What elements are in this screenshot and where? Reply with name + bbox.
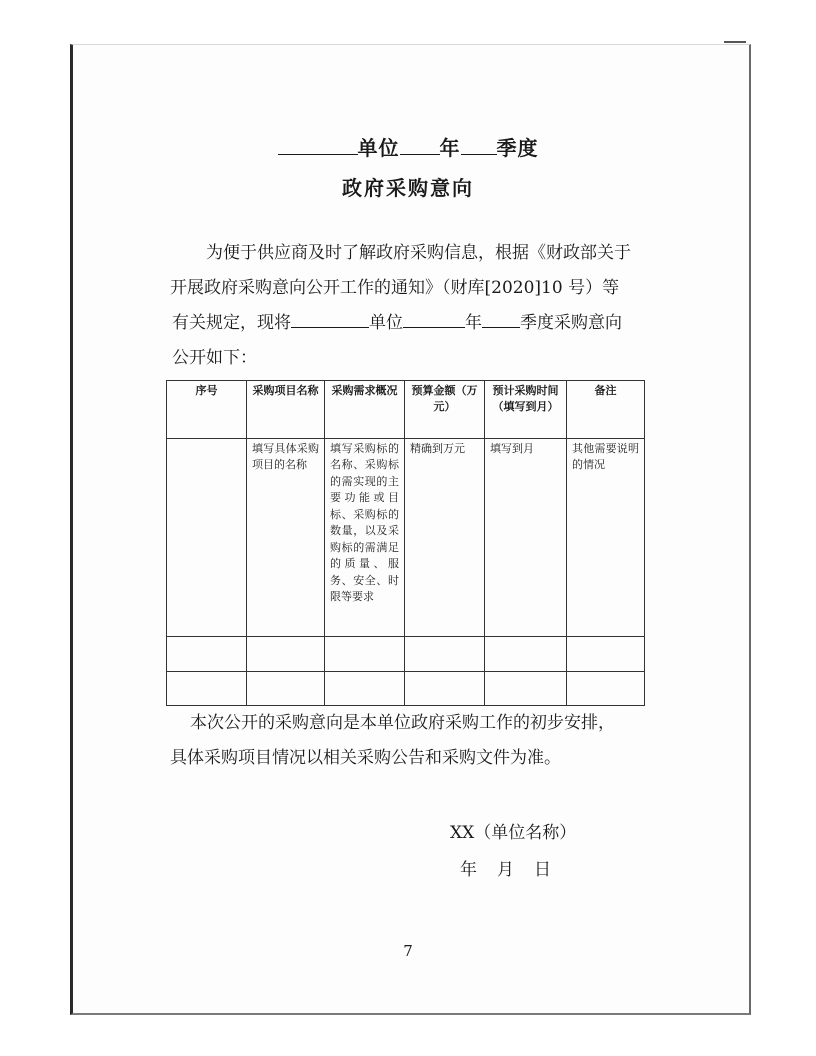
col-header-requirements: 采购需求概况: [325, 381, 405, 439]
cell-seq: [167, 438, 247, 636]
page-title: [0, 132, 816, 161]
intro-line-1: 为便于供应商及时了解政府采购信息，根据《财政部关于: [206, 243, 631, 263]
signature-unit: XX（单位名称）: [450, 823, 577, 843]
cell-requirements: 填写采购标的名称、采购标的需实现的主要功能或目标、采购标的数量，以及采购标的需满足的质量、服务、安全、时限等要求: [325, 438, 405, 636]
blank-quarter-inline: [482, 309, 520, 328]
intro-line-3: [172, 306, 637, 341]
table-header-row: [167, 381, 645, 439]
blank-unit-inline: [291, 309, 369, 328]
table-row-empty: [167, 671, 645, 705]
closing-paragraph: [172, 706, 637, 776]
blank-unit: [278, 136, 358, 155]
intro-line-3b: 单位: [369, 313, 403, 333]
intro-line-3a: 有关规定，现将: [172, 313, 291, 333]
title-unit-label: 单位: [357, 136, 400, 160]
page-subtitle: 政府采购意向: [342, 176, 474, 200]
signature-date: 年月日: [460, 860, 571, 880]
col-header-project-name: 采购项目名称: [247, 381, 325, 439]
table-row-empty: [167, 637, 645, 671]
cell-remarks: 其他需要说明的情况: [567, 438, 645, 636]
intro-line-3d: 季度采购意向: [520, 313, 622, 333]
cell-time: 填写到月: [485, 438, 567, 636]
col-header-seq: 序号: [167, 381, 247, 439]
cell-budget: 精确到万元: [405, 438, 485, 636]
intro-line-4: 公开如下：: [172, 348, 257, 368]
intro-line-2: 开展政府采购意向公开工作的通知》（财库[2020]10 号）等: [170, 278, 620, 298]
blank-year-inline: [403, 309, 465, 328]
col-header-remarks: 备注: [567, 381, 645, 439]
closing-line-2: 具体采购项目情况以相关采购公告和采购文件为准。: [170, 748, 561, 768]
blank-year: [400, 136, 440, 155]
table-row: [167, 438, 645, 636]
title-quarter-label: 季度: [496, 136, 539, 160]
blank-quarter: [461, 136, 497, 155]
col-header-time: 预计采购时间（填写到月）: [485, 381, 567, 439]
closing-line-1: 本次公开的采购意向是本单位政府采购工作的初步安排，: [190, 713, 615, 733]
procurement-intent-table: [166, 380, 645, 706]
title-year-label: 年: [439, 136, 461, 160]
page-number: 7: [403, 942, 413, 960]
intro-line-3c: 年: [465, 313, 482, 333]
cell-project-name: 填写具体采购项目的名称: [247, 438, 325, 636]
col-header-budget: 预算金额（万元）: [405, 381, 485, 439]
page-edge-mark: [724, 41, 746, 43]
intro-paragraph: [172, 236, 637, 376]
